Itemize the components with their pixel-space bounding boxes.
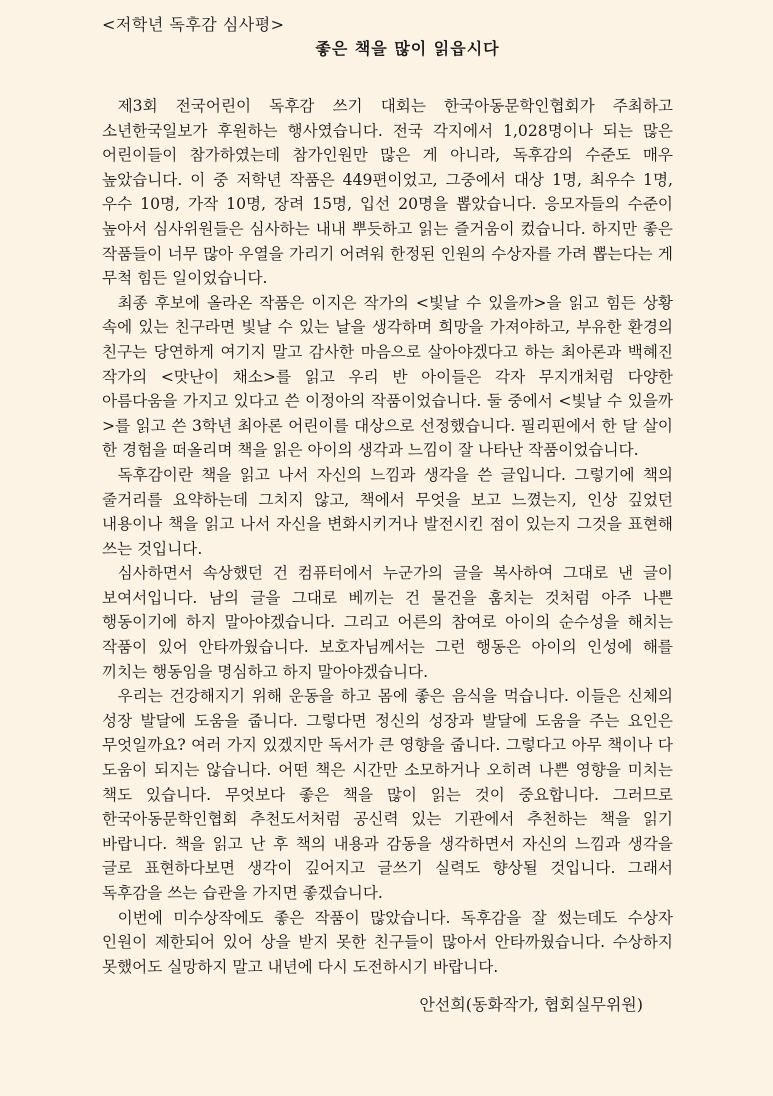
section-label: <저학년 독후감 심사평> [102, 15, 285, 34]
paragraph: 제3회 전국어린이 독후감 쓰기 대회는 한국아동문학인협회가 주최하고 소년한국일보가 후원하는 행사였습니다. 전국 각지에서 1,028명이나 되는 많은 어린이들이 참가하였는데 참가인원만 많은 게 아니라, 독후감의 수준도 매우 높았습니다. 이 중 저학년 작품은 449편이었고, 그중에서 대상 1명, 최우수 1명, 우수 10명, 가작 10명, 장려 15명, 입선 20명을 뽑았습니다. 응모자들의 수준이 높아서 심사위원들은 심사하는 내내 뿌듯하고 읽는 즐거움이 컸습니다. 하지만 좋은 작품들이 너무 많아 우열을 가리기 어려워 한정된 인원의 수상자를 가려 뽑는다는 게 무척 힘든 일이었습니다. [102, 97, 673, 288]
paragraph: 최종 후보에 올라온 작품은 이지은 작가의 <빛날 수 있을까>을 읽고 힘든 상황 속에 있는 친구라면 빛날 수 있는 날을 생각하며 희망을 가져야하고, 부유한 환경의 친구는 당연하게 여기지 말고 감사한 마음으로 살아야겠다고 하는 최아론과 백혜진 작가의 <맛난이 채소>를 읽고 우리 반 아이들은 각자 무지개처럼 다양한 아름다움을 가지고 있다고 쓴 이정아의 작품이었습니다. 둘 중에서 <빛날 수 있을까>를 읽고 쓴 3학년 최아론 어린이를 대상으로 선정했습니다. 필리핀에서 한 달 살이 한 경험을 떠올리며 책을 읽은 아이의 생각과 느낌이 잘 나타난 작품이었습니다. [102, 293, 673, 460]
paragraph: 이번에 미수상작에도 좋은 작품이 많았습니다. 독후감을 잘 썼는데도 수상자 인원이 제한되어 있어 상을 받지 못한 친구들이 많아서 안타까웠습니다. 수상하지 못했어도 실망하지 말고 내년에 다시 도전하시기 바랍니다. [102, 908, 673, 976]
paragraph: 우리는 건강해지기 위해 운동을 하고 몸에 좋은 음식을 먹습니다. 이들은 신체의 성장 발달에 도움을 줍니다. 그렇다면 정신의 성장과 발달에 도움을 주는 요인은 무엇일까요? 여러 가지 있겠지만 독서가 큰 영향을 줍니다. 그렇다고 아무 책이나 다 도움이 되지는 않습니다. 어떤 책은 시간만 소모하거나 오히려 나쁜 영향을 미치는 책도 있습니다. 무엇보다 좋은 책을 많이 읽는 것이 중요합니다. 그러므로 한국아동문학인협회 추천도서처럼 공신력 있는 기관에서 추천하는 책을 읽기 바랍니다. 책을 읽고 난 후 책의 내용과 감동을 생각하면서 자신의 느낌과 생각을 글로 표현하다보면 생각이 깊어지고 글쓰기 실력도 향상될 것입니다. 그래서 독후감을 쓰는 습관을 가지면 좋겠습니다. [102, 687, 673, 902]
paragraph: 독후감이란 책을 읽고 나서 자신의 느낌과 생각을 쓴 글입니다. 그렇기에 책의 줄거리를 요약하는데 그치지 않고, 책에서 무엇을 보고 느꼈는지, 인상 깊었던 내용이나 책을 읽고 나서 자신을 변화시키거나 발전시킨 점이 있는지 그것을 표현해 쓰는 것입니다. [102, 465, 673, 558]
paragraph: 심사하면서 속상했던 건 컴퓨터에서 누군가의 글을 복사하여 그대로 낸 글이 보여서입니다. 남의 글을 그대로 베끼는 건 물건을 훔치는 것처럼 아주 나쁜 행동이기에 하지 말아야겠습니다. 그리고 어른의 참여로 아이의 순수성을 해치는 작품이 있어 안타까웠습니다. 보호자님께서는 그런 행동은 아이의 인성에 해를 끼치는 행동임을 명심하고 하지 말아야겠습니다. [102, 564, 673, 681]
document-body [102, 94, 673, 979]
author-signature: 안선희(동화작가, 협회실무위원) [419, 995, 643, 1015]
page-title: 좋은 책을 많이 읽읍시다 [315, 39, 500, 58]
